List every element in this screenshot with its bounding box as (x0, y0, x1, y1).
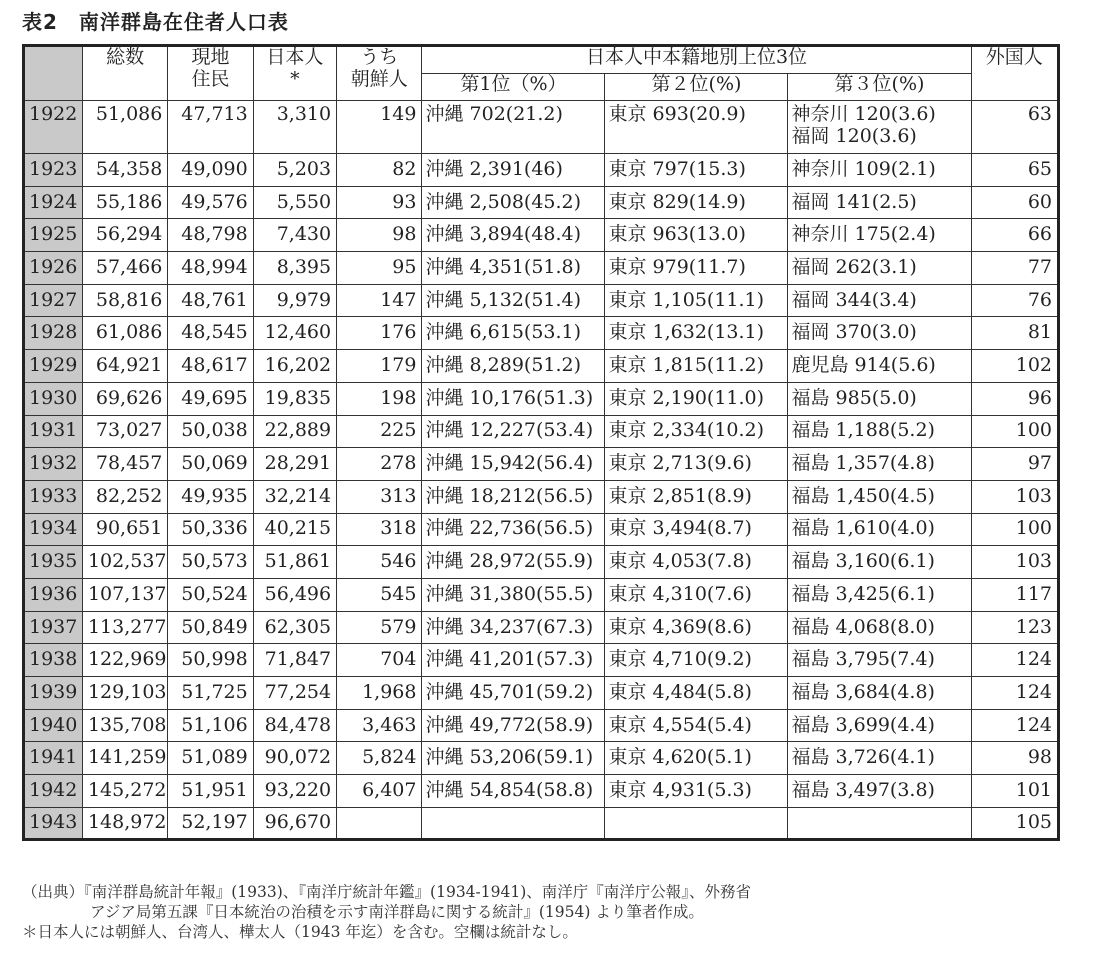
total-cell: 58,816 (82, 284, 167, 317)
total-cell: 122,969 (82, 644, 167, 677)
total-cell: 113,277 (82, 611, 167, 644)
rank3-cell: 福島 985(5.0) (788, 382, 971, 415)
year-cell: 1940 (24, 709, 83, 742)
year-cell: 1923 (24, 154, 83, 187)
korean-cell: 179 (337, 350, 422, 383)
japanese-header: 日本人 * (253, 46, 336, 101)
year-cell: 1939 (24, 677, 83, 710)
korean-cell: 546 (337, 546, 422, 579)
rank1-cell: 沖縄 5,132(51.4) (422, 284, 605, 317)
foreign-cell: 124 (971, 644, 1059, 677)
rank1-cell: 沖縄 34,237(67.3) (422, 611, 605, 644)
foreign-cell: 96 (971, 382, 1059, 415)
korean-cell: 1,968 (337, 677, 422, 710)
foreign-cell: 97 (971, 448, 1059, 481)
rank3-cell: 福岡 262(3.1) (788, 252, 971, 285)
native-cell: 49,935 (168, 480, 253, 513)
korean-cell: 545 (337, 578, 422, 611)
rank1-cell: 沖縄 15,942(56.4) (422, 448, 605, 481)
total-cell: 69,626 (82, 382, 167, 415)
japanese-cell: 62,305 (253, 611, 336, 644)
rank3-cell: 福島 3,726(4.1) (788, 742, 971, 775)
foreign-cell: 65 (971, 154, 1059, 187)
native-cell: 49,090 (168, 154, 253, 187)
rank2-cell: 東京 4,310(7.6) (605, 578, 788, 611)
year-cell: 1926 (24, 252, 83, 285)
table-header (24, 46, 1059, 101)
korean-cell: 5,824 (337, 742, 422, 775)
table-row (24, 709, 1059, 742)
rank3-cell: 福岡 370(3.0) (788, 317, 971, 350)
rank2-cell: 東京 4,484(5.8) (605, 677, 788, 710)
korean-cell: 704 (337, 644, 422, 677)
year-cell: 1930 (24, 382, 83, 415)
year-cell: 1943 (24, 807, 83, 840)
rank2-cell: 東京 2,713(9.6) (605, 448, 788, 481)
rank2-cell: 東京 2,851(8.9) (605, 480, 788, 513)
rank1-cell: 沖縄 18,212(56.5) (422, 480, 605, 513)
total-header: 総数 (82, 46, 167, 101)
korean-cell: 147 (337, 284, 422, 317)
korean-cell: 3,463 (337, 709, 422, 742)
table-row (24, 350, 1059, 383)
foreign-cell: 100 (971, 415, 1059, 448)
native-cell: 50,998 (168, 644, 253, 677)
table-row (24, 775, 1059, 808)
japanese-cell: 77,254 (253, 677, 336, 710)
table-row (24, 578, 1059, 611)
korean-cell: 278 (337, 448, 422, 481)
rank3-cell: 福島 3,699(4.4) (788, 709, 971, 742)
rank2-cell: 東京 4,053(7.8) (605, 546, 788, 579)
total-cell: 54,358 (82, 154, 167, 187)
rank1-cell: 沖縄 49,772(58.9) (422, 709, 605, 742)
table-row (24, 284, 1059, 317)
rank3-cell: 福島 1,450(4.5) (788, 480, 971, 513)
japanese-cell: 90,072 (253, 742, 336, 775)
year-cell: 1929 (24, 350, 83, 383)
year-header (24, 46, 83, 101)
native-cell: 52,197 (168, 807, 253, 840)
rank2-cell: 東京 979(11.7) (605, 252, 788, 285)
rank1-cell: 沖縄 8,289(51.2) (422, 350, 605, 383)
japanese-cell: 28,291 (253, 448, 336, 481)
foreign-cell: 124 (971, 709, 1059, 742)
rank1-cell: 沖縄 22,736(56.5) (422, 513, 605, 546)
foreign-cell: 102 (971, 350, 1059, 383)
foreign-cell: 103 (971, 546, 1059, 579)
korean-cell: 176 (337, 317, 422, 350)
foreign-cell: 76 (971, 284, 1059, 317)
table-row (24, 742, 1059, 775)
notes (22, 882, 751, 942)
japanese-cell: 93,220 (253, 775, 336, 808)
japanese-cell: 51,861 (253, 546, 336, 579)
foreign-cell: 60 (971, 186, 1059, 219)
rank2-cell: 東京 693(20.9) (605, 101, 788, 154)
year-cell: 1925 (24, 219, 83, 252)
table-row (24, 415, 1059, 448)
rank2-cell: 東京 797(15.3) (605, 154, 788, 187)
rank1-cell: 沖縄 28,972(55.9) (422, 546, 605, 579)
population-table (22, 44, 1060, 841)
year-cell: 1931 (24, 415, 83, 448)
rank2-cell: 東京 4,931(5.3) (605, 775, 788, 808)
japanese-cell: 5,203 (253, 154, 336, 187)
rank3-cell: 福島 1,610(4.0) (788, 513, 971, 546)
rank1-header: 第1位（%） (422, 74, 605, 101)
total-cell: 51,086 (82, 101, 167, 154)
foreign-cell: 66 (971, 219, 1059, 252)
origin-group-header: 日本人中本籍地別上位3位 (422, 46, 971, 74)
rank3-cell: 鹿児島 914(5.6) (788, 350, 971, 383)
korean-cell: 149 (337, 101, 422, 154)
rank1-cell: 沖縄 702(21.2) (422, 101, 605, 154)
native-cell: 50,336 (168, 513, 253, 546)
korean-cell: 82 (337, 154, 422, 187)
year-cell: 1928 (24, 317, 83, 350)
total-cell: 82,252 (82, 480, 167, 513)
rank3-cell: 福島 3,425(6.1) (788, 578, 971, 611)
rank1-cell: 沖縄 12,227(53.4) (422, 415, 605, 448)
year-cell: 1933 (24, 480, 83, 513)
japanese-cell: 32,214 (253, 480, 336, 513)
year-cell: 1937 (24, 611, 83, 644)
total-cell: 129,103 (82, 677, 167, 710)
foreign-cell: 103 (971, 480, 1059, 513)
japanese-cell: 9,979 (253, 284, 336, 317)
table-row (24, 186, 1059, 219)
table-row (24, 480, 1059, 513)
native-cell: 51,089 (168, 742, 253, 775)
native-cell: 48,994 (168, 252, 253, 285)
rank2-cell: 東京 4,554(5.4) (605, 709, 788, 742)
native-cell: 47,713 (168, 101, 253, 154)
korean-header: うち 朝鮮人 (337, 46, 422, 101)
japanese-cell: 71,847 (253, 644, 336, 677)
year-cell: 1922 (24, 101, 83, 154)
korean-cell: 225 (337, 415, 422, 448)
rank1-cell: 沖縄 4,351(51.8) (422, 252, 605, 285)
rank1-cell: 沖縄 6,615(53.1) (422, 317, 605, 350)
total-cell: 57,466 (82, 252, 167, 285)
korean-cell (337, 807, 422, 840)
rank2-header: 第２位(%) (605, 74, 788, 101)
total-cell: 90,651 (82, 513, 167, 546)
rank3-cell: 福岡 141(2.5) (788, 186, 971, 219)
table-row (24, 644, 1059, 677)
table-row (24, 219, 1059, 252)
korean-cell: 98 (337, 219, 422, 252)
rank1-cell: 沖縄 41,201(57.3) (422, 644, 605, 677)
total-cell: 141,259 (82, 742, 167, 775)
rank1-cell: 沖縄 54,854(58.8) (422, 775, 605, 808)
japanese-cell: 5,550 (253, 186, 336, 219)
rank1-cell: 沖縄 2,391(46) (422, 154, 605, 187)
year-cell: 1938 (24, 644, 83, 677)
rank3-header: 第３位(%) (788, 74, 971, 101)
footnote: ＊日本人には朝鮮人、台湾人、樺太人（1943 年迄）を含む。空欄は統計なし。 (22, 923, 578, 941)
total-cell: 145,272 (82, 775, 167, 808)
year-cell: 1941 (24, 742, 83, 775)
rank1-cell: 沖縄 3,894(48.4) (422, 219, 605, 252)
foreign-cell: 77 (971, 252, 1059, 285)
native-cell: 51,106 (168, 709, 253, 742)
year-cell: 1935 (24, 546, 83, 579)
foreign-cell: 101 (971, 775, 1059, 808)
total-cell: 148,972 (82, 807, 167, 840)
rank2-cell: 東京 829(14.9) (605, 186, 788, 219)
rank3-cell: 神奈川 109(2.1) (788, 154, 971, 187)
total-cell: 102,537 (82, 546, 167, 579)
rank2-cell (605, 807, 788, 840)
korean-cell: 318 (337, 513, 422, 546)
korean-cell: 313 (337, 480, 422, 513)
korean-cell: 579 (337, 611, 422, 644)
rank2-cell: 東京 4,620(5.1) (605, 742, 788, 775)
japanese-cell: 7,430 (253, 219, 336, 252)
japanese-cell: 19,835 (253, 382, 336, 415)
native-cell: 50,069 (168, 448, 253, 481)
rank1-cell (422, 807, 605, 840)
rank1-cell: 沖縄 45,701(59.2) (422, 677, 605, 710)
rank2-cell: 東京 2,334(10.2) (605, 415, 788, 448)
rank2-cell: 東京 1,815(11.2) (605, 350, 788, 383)
table-row (24, 611, 1059, 644)
table-row (24, 382, 1059, 415)
korean-cell: 6,407 (337, 775, 422, 808)
rank2-cell: 東京 3,494(8.7) (605, 513, 788, 546)
year-cell: 1936 (24, 578, 83, 611)
japanese-cell: 8,395 (253, 252, 336, 285)
rank3-cell: 神奈川 175(2.4) (788, 219, 971, 252)
rank2-cell: 東京 2,190(11.0) (605, 382, 788, 415)
total-cell: 73,027 (82, 415, 167, 448)
japanese-cell: 96,670 (253, 807, 336, 840)
table-row (24, 513, 1059, 546)
rank3-cell: 福島 4,068(8.0) (788, 611, 971, 644)
rank2-cell: 東京 4,710(9.2) (605, 644, 788, 677)
table-row (24, 154, 1059, 187)
foreign-cell: 63 (971, 101, 1059, 154)
table-row (24, 101, 1059, 154)
native-cell: 49,576 (168, 186, 253, 219)
japanese-cell: 16,202 (253, 350, 336, 383)
korean-cell: 95 (337, 252, 422, 285)
total-cell: 78,457 (82, 448, 167, 481)
table-row (24, 448, 1059, 481)
foreign-cell: 117 (971, 578, 1059, 611)
table-body (24, 101, 1059, 840)
total-cell: 55,186 (82, 186, 167, 219)
total-cell: 64,921 (82, 350, 167, 383)
japanese-cell: 12,460 (253, 317, 336, 350)
foreign-header: 外国人 (971, 46, 1059, 101)
rank3-cell: 福島 3,684(4.8) (788, 677, 971, 710)
japanese-cell: 56,496 (253, 578, 336, 611)
table-row (24, 317, 1059, 350)
rank1-cell: 沖縄 2,508(45.2) (422, 186, 605, 219)
native-cell: 50,524 (168, 578, 253, 611)
rank3-cell: 福島 3,497(3.8) (788, 775, 971, 808)
native-cell: 50,573 (168, 546, 253, 579)
source-note-line2: アジア局第五課『日本統治の治積を示す南洋群島に関する統計』(1954) より筆者作成。 (90, 903, 704, 921)
total-cell: 135,708 (82, 709, 167, 742)
japanese-cell: 84,478 (253, 709, 336, 742)
rank3-cell (788, 807, 971, 840)
japanese-cell: 3,310 (253, 101, 336, 154)
native-cell: 48,798 (168, 219, 253, 252)
table-row (24, 252, 1059, 285)
year-cell: 1942 (24, 775, 83, 808)
native-cell: 48,761 (168, 284, 253, 317)
year-cell: 1934 (24, 513, 83, 546)
native-cell: 51,725 (168, 677, 253, 710)
rank2-cell: 東京 1,632(13.1) (605, 317, 788, 350)
native-header: 現地 住民 (168, 46, 253, 101)
total-cell: 56,294 (82, 219, 167, 252)
table-row (24, 807, 1059, 840)
native-cell: 50,849 (168, 611, 253, 644)
native-cell: 50,038 (168, 415, 253, 448)
total-cell: 61,086 (82, 317, 167, 350)
foreign-cell: 81 (971, 317, 1059, 350)
native-cell: 48,545 (168, 317, 253, 350)
foreign-cell: 98 (971, 742, 1059, 775)
rank1-cell: 沖縄 31,380(55.5) (422, 578, 605, 611)
table-row (24, 677, 1059, 710)
rank1-cell: 沖縄 53,206(59.1) (422, 742, 605, 775)
rank2-cell: 東京 963(13.0) (605, 219, 788, 252)
foreign-cell: 124 (971, 677, 1059, 710)
rank3-cell: 福島 3,795(7.4) (788, 644, 971, 677)
total-cell: 107,137 (82, 578, 167, 611)
rank3-cell: 福岡 344(3.4) (788, 284, 971, 317)
korean-cell: 198 (337, 382, 422, 415)
rank3-cell: 福島 1,188(5.2) (788, 415, 971, 448)
rank3-cell: 福島 3,160(6.1) (788, 546, 971, 579)
year-cell: 1927 (24, 284, 83, 317)
table-title: 表2 南洋群島在住者人口表 (22, 10, 289, 34)
rank1-cell: 沖縄 10,176(51.3) (422, 382, 605, 415)
source-note-line1: （出典）『南洋群島統計年報』(1933)、『南洋庁統計年鑑』(1934-1941)、南洋庁『南洋庁公報』、外務省 (22, 883, 752, 901)
rank3-cell: 神奈川 120(3.6) 福岡 120(3.6) (788, 101, 971, 154)
year-cell: 1924 (24, 186, 83, 219)
japanese-cell: 22,889 (253, 415, 336, 448)
rank2-cell: 東京 1,105(11.1) (605, 284, 788, 317)
foreign-cell: 105 (971, 807, 1059, 840)
native-cell: 48,617 (168, 350, 253, 383)
rank2-cell: 東京 4,369(8.6) (605, 611, 788, 644)
rank3-cell: 福島 1,357(4.8) (788, 448, 971, 481)
korean-cell: 93 (337, 186, 422, 219)
native-cell: 49,695 (168, 382, 253, 415)
japanese-cell: 40,215 (253, 513, 336, 546)
native-cell: 51,951 (168, 775, 253, 808)
table-row (24, 546, 1059, 579)
year-cell: 1932 (24, 448, 83, 481)
foreign-cell: 100 (971, 513, 1059, 546)
foreign-cell: 123 (971, 611, 1059, 644)
